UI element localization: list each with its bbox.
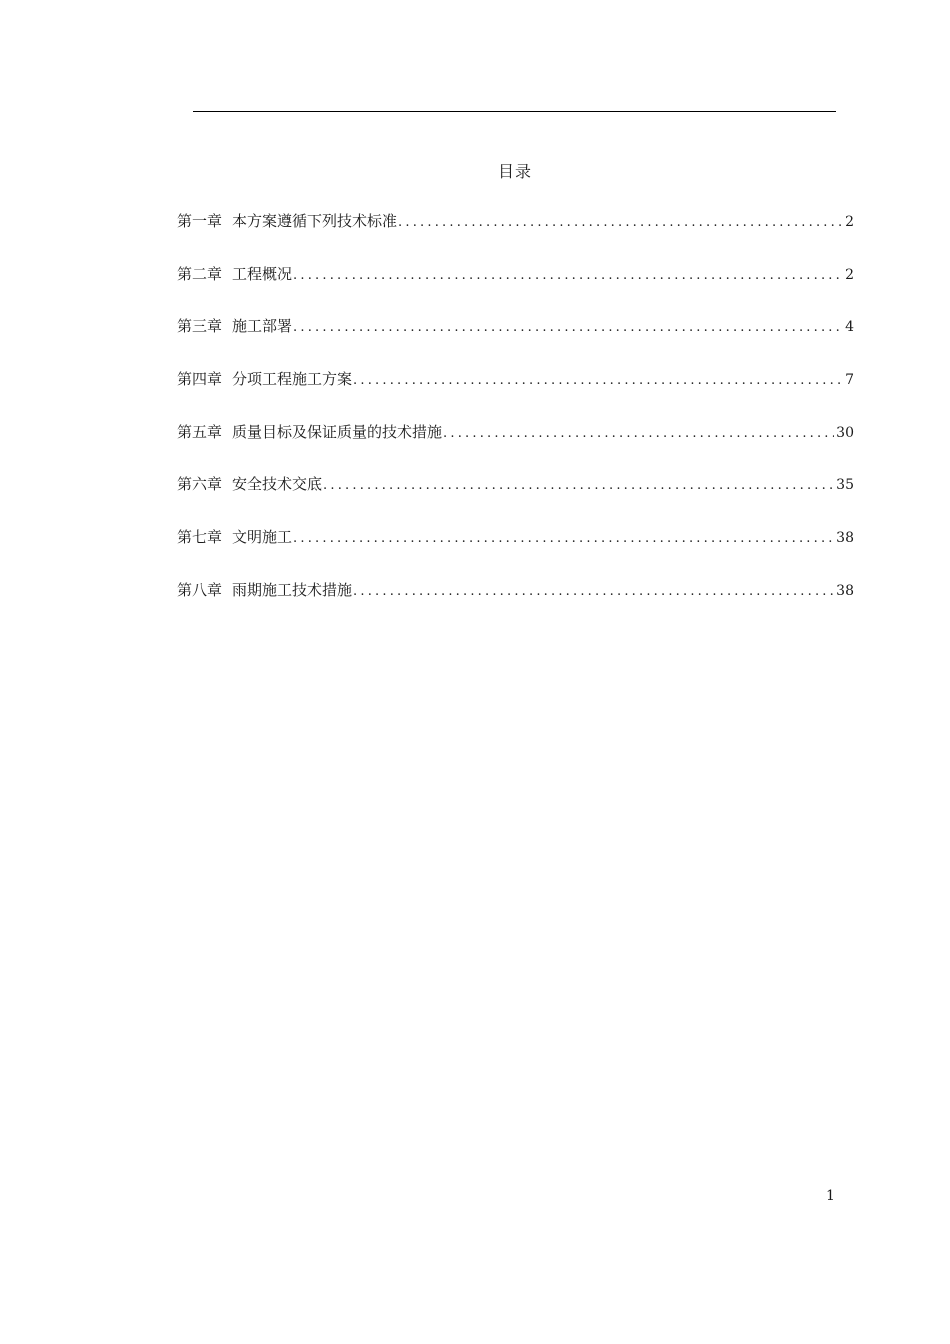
page-number: 1 [826, 1188, 835, 1204]
toc-page-number: 2 [845, 214, 854, 230]
toc-entry[interactable] [177, 579, 854, 632]
toc-entry-title: 施工部署 [232, 317, 293, 336]
toc-chapter-label: 第七章 [177, 528, 223, 547]
toc-title: 目录 [497, 162, 532, 181]
toc-dot-leader [293, 531, 834, 546]
toc-dot-leader [323, 478, 834, 493]
toc-entry[interactable] [177, 368, 854, 421]
toc-entry-title: 雨期施工技术措施 [232, 580, 353, 599]
toc-dot-leader [293, 268, 843, 283]
toc-page-number: 35 [836, 477, 854, 494]
toc-page-number: 38 [836, 582, 854, 599]
toc-dot-leader [353, 584, 834, 599]
toc-entry-title: 文明施工 [232, 528, 293, 547]
toc-page-number: 7 [845, 372, 854, 389]
toc-chapter-label: 第四章 [177, 370, 223, 389]
toc-dot-leader [293, 320, 843, 335]
toc-entry[interactable] [177, 210, 854, 263]
toc-entry-title: 本方案遵循下列技术标准 [232, 212, 398, 230]
toc-dot-leader [398, 215, 843, 230]
toc-chapter-label: 第二章 [177, 264, 223, 283]
toc-entry-title: 质量目标及保证质量的技术措施 [232, 422, 443, 441]
toc-chapter-label: 第三章 [177, 317, 223, 336]
toc-entry[interactable] [177, 473, 854, 526]
toc-chapter-label: 第五章 [177, 422, 223, 441]
toc-chapter-label: 第八章 [177, 580, 223, 599]
toc-entry-title: 安全技术交底 [232, 475, 323, 494]
toc-dot-leader [353, 373, 843, 388]
toc-entry[interactable] [177, 421, 854, 474]
toc-entry[interactable] [177, 263, 854, 316]
toc-page-number: 2 [845, 266, 854, 283]
toc-chapter-label: 第六章 [177, 475, 223, 494]
toc-page-number: 4 [845, 319, 854, 336]
table-of-contents [177, 210, 854, 632]
toc-entry-title: 工程概况 [232, 264, 293, 283]
header-rule [193, 111, 836, 112]
toc-page-number: 30 [836, 424, 854, 441]
toc-entry[interactable] [177, 315, 854, 368]
toc-chapter-label: 第一章 [177, 212, 223, 230]
toc-page-number: 38 [836, 530, 854, 547]
toc-entry-title: 分项工程施工方案 [232, 370, 353, 389]
toc-entry[interactable] [177, 526, 854, 579]
toc-dot-leader [443, 426, 834, 441]
